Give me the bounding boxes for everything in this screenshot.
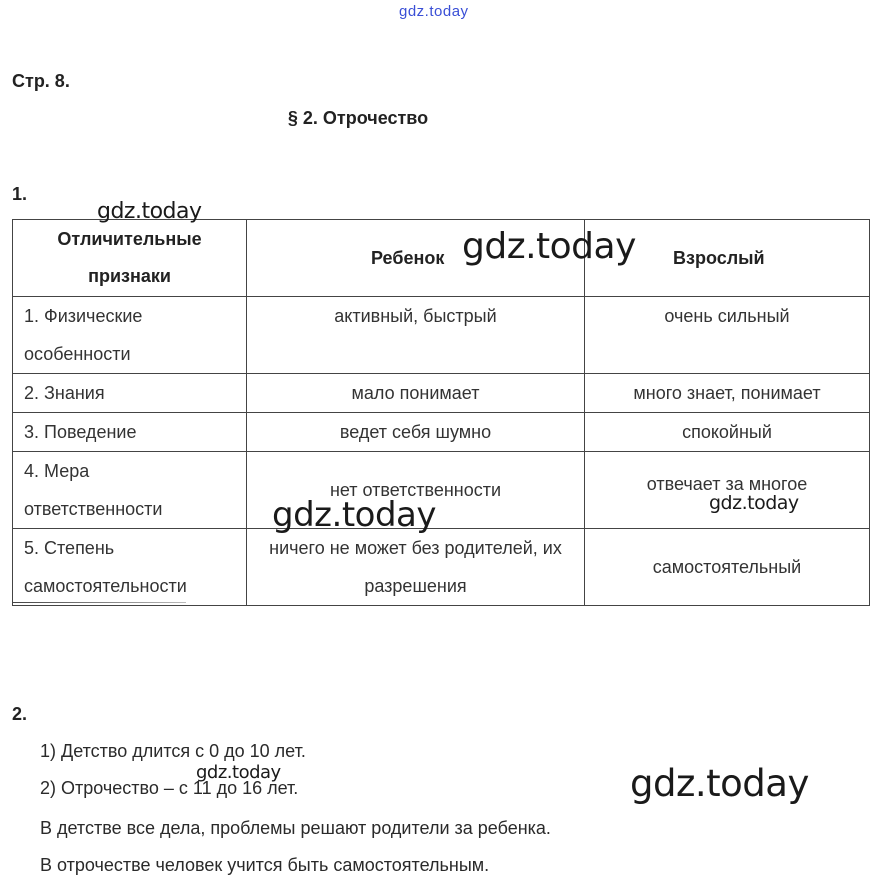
watermark: gdz.today bbox=[97, 199, 202, 224]
table-row bbox=[13, 297, 870, 374]
child-cell: активный, быстрый bbox=[247, 297, 585, 374]
adult-cell: спокойный bbox=[585, 413, 870, 452]
table-row bbox=[13, 413, 870, 452]
header-adult: Взрослый bbox=[585, 220, 870, 297]
comparison-table bbox=[12, 219, 870, 606]
answer-line: В детстве все дела, проблемы решают родители за ребенка. bbox=[40, 818, 551, 838]
table-row bbox=[13, 529, 870, 606]
question-2-number: 2. bbox=[12, 704, 28, 724]
section-title: § 2. Отрочество bbox=[287, 108, 429, 128]
child-cell: ничего не может без родителей, их разрешения bbox=[247, 529, 585, 606]
watermark: gdz.today bbox=[272, 495, 436, 535]
header-child: Ребенок bbox=[247, 220, 585, 297]
row-label: 3. Поведение bbox=[13, 413, 247, 452]
row-label: 2. Знания bbox=[13, 374, 247, 413]
header-features: Отличительные признаки bbox=[13, 220, 247, 297]
child-cell: мало понимает bbox=[247, 374, 585, 413]
adult-cell: отвечает за многое bbox=[585, 452, 870, 529]
row-label: 5. Степень самостоятельности bbox=[13, 529, 247, 606]
watermark: gdz.today bbox=[709, 492, 799, 514]
page-reference: Стр. 8. bbox=[12, 71, 70, 91]
answer-line: 1) Детство длится с 0 до 10 лет. bbox=[40, 741, 306, 761]
answer-line: В отрочестве человек учится быть самостоятельным. bbox=[40, 855, 490, 875]
child-cell: нет ответственности bbox=[247, 452, 585, 529]
watermark: gdz.today bbox=[630, 762, 809, 805]
child-cell: ведет себя шумно bbox=[247, 413, 585, 452]
table-row bbox=[13, 374, 870, 413]
table-bottom-border bbox=[12, 602, 186, 603]
adult-cell: очень сильный bbox=[585, 297, 870, 374]
answer-line: 2) Отрочество – с 11 до 16 лет. bbox=[40, 778, 299, 798]
row-label: 1. Физические особенности bbox=[13, 297, 247, 374]
watermark: gdz.today bbox=[462, 226, 636, 267]
header-watermark: gdz.today bbox=[399, 3, 469, 20]
table-row bbox=[13, 452, 870, 529]
watermark: gdz.today bbox=[196, 762, 281, 783]
row-label: 4. Мера ответственности bbox=[13, 452, 247, 529]
adult-cell: самостоятельный bbox=[585, 529, 870, 606]
section-title-row bbox=[0, 108, 882, 129]
question-1-number: 1. bbox=[12, 184, 28, 204]
adult-cell: много знает, понимает bbox=[585, 374, 870, 413]
